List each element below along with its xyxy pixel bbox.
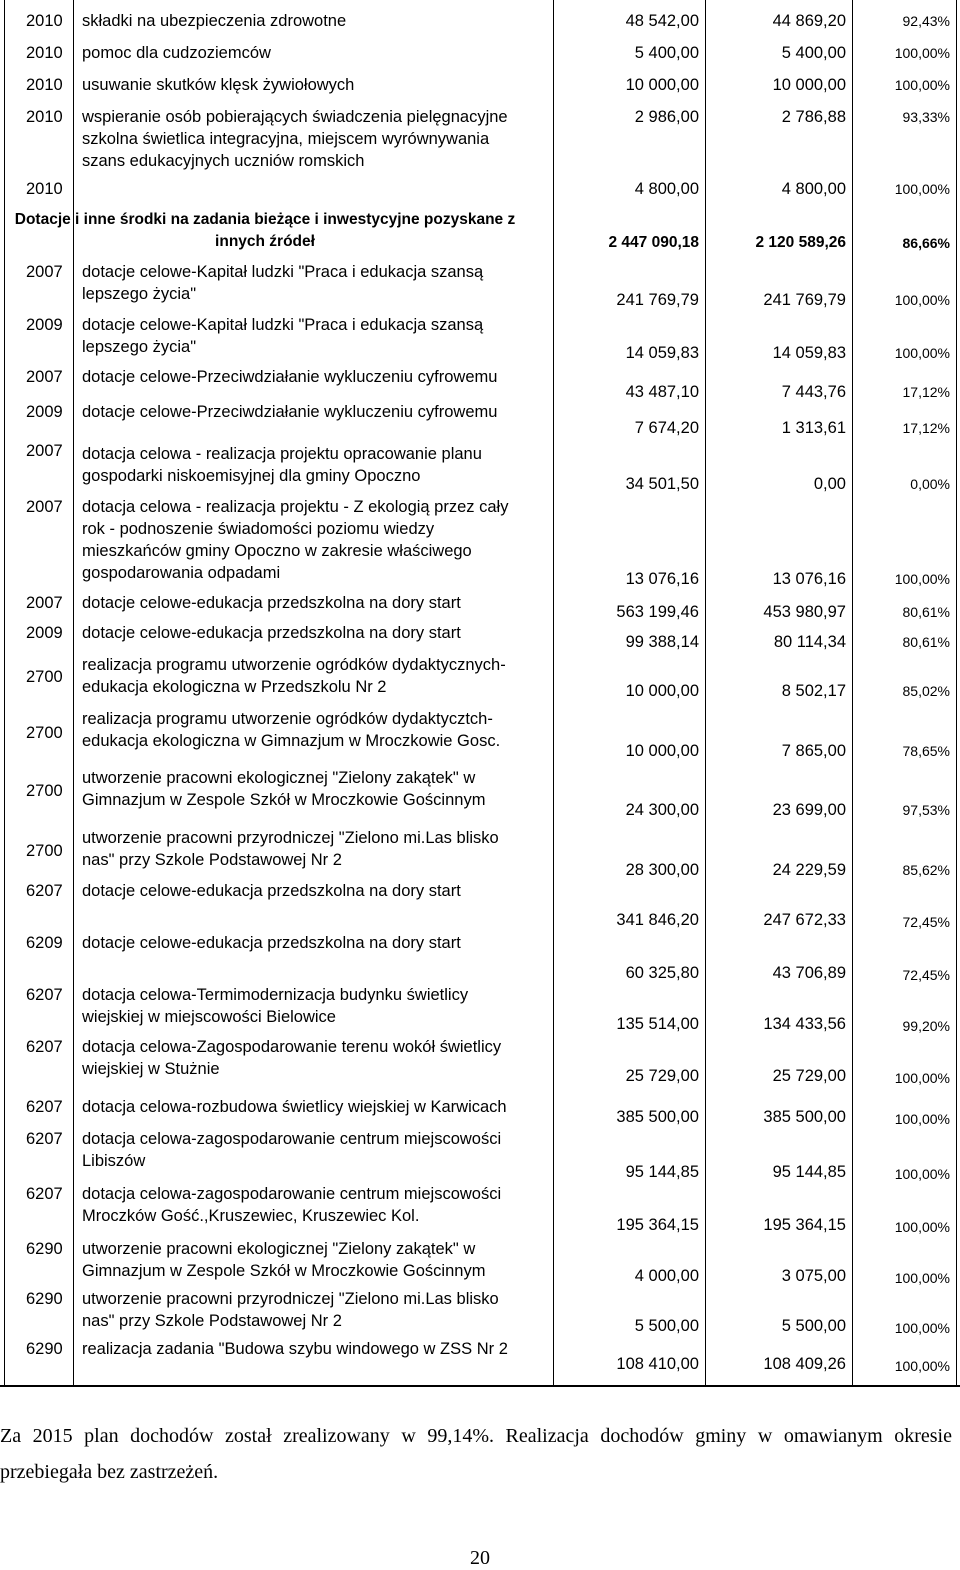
row-description: dotacja celowa - realizacja projektu opracowanie planu gospodarki niskoemisyjnej dla gminy Opoczno — [82, 445, 482, 485]
table-row — [0, 42, 960, 64]
table-row — [0, 128, 960, 198]
row-description: składki na ubezpieczenia zdrowotne — [82, 12, 347, 30]
table-row — [0, 106, 960, 128]
row-executed: 10 000,00 — [772, 76, 846, 94]
row-plan: 385 500,00 — [616, 1108, 699, 1126]
row-executed: 195 364,15 — [763, 1216, 846, 1234]
row-executed: 3 075,00 — [781, 1267, 846, 1285]
table-row — [0, 622, 960, 652]
row-code: 6207 — [26, 882, 63, 900]
row-percent: 99,20% — [902, 1018, 950, 1034]
table-row — [0, 440, 960, 492]
row-executed: 241 769,79 — [763, 291, 846, 309]
table-row — [0, 1096, 960, 1130]
row-code: 2009 — [26, 624, 63, 642]
section-header-executed: 2 120 589,26 — [755, 234, 846, 251]
table-row — [0, 592, 960, 622]
row-executed: 385 500,00 — [763, 1108, 846, 1126]
table-row — [0, 827, 960, 881]
row-percent: 85,62% — [902, 862, 950, 878]
row-executed: 1 313,61 — [781, 419, 846, 437]
row-plan: 10 000,00 — [625, 682, 699, 700]
row-code: 2009 — [26, 316, 63, 334]
table-row — [0, 1288, 960, 1338]
table-row — [0, 1238, 960, 1288]
row-description: utworzenie pracowni przyrodniczej "Zielono mi.Las blisko nas" przy Szkole Podstawowej Nr 2 — [82, 829, 499, 869]
row-code: 2010 — [26, 76, 63, 94]
row-plan: 14 059,83 — [625, 344, 699, 362]
row-percent: 93,33% — [902, 109, 950, 125]
row-percent: 100,00% — [894, 1270, 950, 1286]
row-percent: 100,00% — [894, 77, 950, 93]
row-executed: 108 409,26 — [763, 1355, 846, 1373]
row-percent: 100,00% — [894, 1219, 950, 1235]
table-row — [0, 1128, 960, 1180]
row-plan: 25 729,00 — [625, 1067, 699, 1085]
row-executed: 7 443,76 — [781, 383, 846, 401]
row-plan: 341 846,20 — [616, 911, 699, 929]
row-code: 6207 — [26, 1130, 63, 1148]
table-row — [0, 708, 960, 762]
row-code: 6290 — [26, 1290, 63, 1308]
section-header-percent: 86,66% — [902, 235, 950, 251]
row-code: 2007 — [26, 263, 63, 281]
table-bottom-border — [0, 1385, 960, 1387]
row-plan: 4 000,00 — [634, 1267, 699, 1285]
table-row — [0, 654, 960, 704]
row-description: dotacje celowe-edukacja przedszkolna na dory start — [82, 934, 461, 952]
section-header-plan: 2 447 090,18 — [608, 234, 699, 251]
page-number: 20 — [470, 1547, 490, 1569]
row-executed: 453 980,97 — [763, 603, 846, 621]
row-percent: 0,00% — [910, 476, 950, 492]
row-percent: 100,00% — [894, 1070, 950, 1086]
row-percent: 100,00% — [894, 1166, 950, 1182]
table-row — [0, 1338, 960, 1378]
table-row — [0, 880, 960, 930]
row-description: dotacja celowa-Termimodernizacja budynku świetlicy wiejskiej w miejscowości Bielowice — [82, 986, 469, 1026]
row-executed: 0,00 — [813, 475, 846, 493]
row-plan: 28 300,00 — [625, 861, 699, 879]
row-plan: 95 144,85 — [625, 1163, 699, 1181]
row-percent: 97,53% — [902, 802, 950, 818]
row-percent: 78,65% — [902, 743, 950, 759]
row-code: 2007 — [26, 442, 63, 460]
row-description: utworzenie pracowni przyrodniczej "Zielono mi.Las blisko nas" przy Szkole Podstawowej Nr 2 — [82, 1290, 499, 1330]
table-section-header — [0, 209, 960, 253]
row-percent: 17,12% — [902, 420, 950, 436]
row-description: szkolna świetlica integracyjna, miejscem wyrównywania szans edukacyjnych uczniów romskich — [82, 130, 490, 170]
row-percent: 72,45% — [902, 914, 950, 930]
row-description: dotacje celowe-Kapitał ludzki "Praca i edukacja szansą lepszego życia" — [82, 263, 484, 303]
row-percent: 100,00% — [894, 1111, 950, 1127]
row-code: 2010 — [26, 44, 63, 62]
row-code: 6207 — [26, 1185, 63, 1203]
row-executed: 4 800,00 — [781, 180, 846, 198]
row-executed: 2 786,88 — [781, 108, 846, 126]
table-row — [0, 932, 960, 982]
row-code: 6290 — [26, 1240, 63, 1258]
row-code: 2700 — [26, 724, 63, 742]
row-code: 2010 — [26, 180, 63, 198]
row-code: 2009 — [26, 403, 63, 421]
row-code: 2700 — [26, 782, 63, 800]
row-plan: 10 000,00 — [625, 742, 699, 760]
row-description: dotacje celowe-Przeciwdziałanie wykluczeniu cyfrowemu — [82, 368, 498, 386]
table-row — [0, 314, 960, 362]
row-plan: 48 542,00 — [625, 12, 699, 30]
row-code: 6290 — [26, 1340, 63, 1358]
row-executed: 43 706,89 — [772, 964, 846, 982]
row-description: dotacja celowa-Zagospodarowanie terenu wokół świetlicy wiejskiej w Stużnie — [82, 1038, 502, 1078]
row-executed: 80 114,34 — [773, 633, 846, 651]
row-percent: 100,00% — [894, 1358, 950, 1374]
row-executed: 44 869,20 — [772, 12, 846, 30]
row-code: 2007 — [26, 368, 63, 386]
row-plan: 4 800,00 — [634, 180, 699, 198]
row-percent: 100,00% — [894, 292, 950, 308]
row-percent: 100,00% — [894, 181, 950, 197]
row-percent: 72,45% — [902, 967, 950, 983]
row-plan: 13 076,16 — [625, 570, 699, 588]
row-plan: 43 487,10 — [625, 383, 699, 401]
row-plan: 24 300,00 — [625, 801, 699, 819]
row-executed: 13 076,16 — [772, 570, 846, 588]
row-plan: 108 410,00 — [616, 1355, 699, 1373]
row-description: dotacja celowa - realizacja projektu - Z ekologią przez cały rok - podnoszenie świadomości poziomu wiedzy mieszkańców gminy Opoczno w zakresie właściwego gospodarowania odpadami — [82, 498, 509, 582]
row-executed: 5 400,00 — [781, 44, 846, 62]
row-executed: 95 144,85 — [772, 1163, 846, 1181]
row-code: 6207 — [26, 1038, 63, 1056]
row-code: 6209 — [26, 934, 63, 952]
row-plan: 135 514,00 — [616, 1015, 699, 1033]
row-description: dotacja celowa-zagospodarowanie centrum miejscowości Libiszów — [82, 1130, 502, 1170]
row-description: realizacja programu utworzenie ogródków dydaktycztch-edukacja ekologiczna w Gimnazjum w Mroczkowie Gosc. — [82, 710, 501, 750]
table-row — [0, 261, 960, 309]
row-executed: 247 672,33 — [763, 911, 846, 929]
row-plan: 5 400,00 — [634, 44, 699, 62]
row-description: utworzenie pracowni ekologicznej "Zielony zakątek" w Gimnazjum w Zespole Szkół w Mroczkowie Gościnnym — [82, 1240, 486, 1280]
row-description: pomoc dla cudzoziemców — [82, 44, 271, 62]
row-code: 2007 — [26, 498, 63, 516]
row-executed: 134 433,56 — [763, 1015, 846, 1033]
table-row — [0, 767, 960, 821]
row-percent: 100,00% — [894, 345, 950, 361]
row-code: 2700 — [26, 842, 63, 860]
row-executed: 14 059,83 — [772, 344, 846, 362]
row-plan: 2 986,00 — [634, 108, 699, 126]
row-plan: 7 674,20 — [634, 419, 699, 437]
row-percent: 80,61% — [902, 604, 950, 620]
row-executed: 25 729,00 — [772, 1067, 846, 1085]
table-row — [0, 496, 960, 588]
row-executed: 24 229,59 — [772, 861, 846, 879]
summary-paragraph: Za 2015 plan dochodów został zrealizowany w 99,14%. Realizacja dochodów gminy w omawianym okresie przebiegała bez zastrzeżeń. — [0, 1425, 952, 1483]
row-description: dotacja celowa-rozbudowa świetlicy wiejskiej w Karwicach — [82, 1098, 507, 1116]
row-executed: 5 500,00 — [781, 1317, 846, 1335]
row-percent: 100,00% — [894, 45, 950, 61]
row-code: 6207 — [26, 1098, 63, 1116]
table-row — [0, 401, 960, 445]
table-row — [0, 984, 960, 1036]
row-plan: 99 388,14 — [625, 633, 699, 651]
row-percent: 17,12% — [902, 384, 950, 400]
row-percent: 80,61% — [902, 634, 950, 650]
row-plan: 10 000,00 — [625, 76, 699, 94]
row-description: realizacja zadania "Budowa szybu windowego w ZSS Nr 2 — [82, 1340, 508, 1358]
row-code: 2010 — [26, 108, 63, 126]
table-row — [0, 1183, 960, 1235]
row-executed: 8 502,17 — [781, 682, 846, 700]
row-executed: 7 865,00 — [781, 742, 846, 760]
row-percent: 85,02% — [902, 683, 950, 699]
row-description: dotacje celowe-Przeciwdziałanie wykluczeniu cyfrowemu — [82, 403, 498, 421]
row-description: dotacje celowe-Kapitał ludzki "Praca i edukacja szansą lepszego życia" — [82, 316, 484, 356]
row-plan: 241 769,79 — [616, 291, 699, 309]
row-code: 2007 — [26, 594, 63, 612]
row-percent: 100,00% — [894, 571, 950, 587]
row-plan: 60 325,80 — [625, 964, 699, 982]
row-percent: 100,00% — [894, 1320, 950, 1336]
row-code: 6207 — [26, 986, 63, 1004]
row-plan: 5 500,00 — [634, 1317, 699, 1335]
section-header-title: Dotacje i inne środki na zadania bieżące i inwestycyjne pozyskane z innych źródeł — [14, 211, 516, 250]
row-description: realizacja programu utworzenie ogródków dydaktycznych-edukacja ekologiczna w Przedszkolu Nr 2 — [82, 656, 506, 696]
row-percent: 92,43% — [902, 13, 950, 29]
row-executed: 23 699,00 — [772, 801, 846, 819]
row-description: dotacja celowa-zagospodarowanie centrum miejscowości Mroczków Gość.,Kruszewiec, Kruszewiec Kol. — [82, 1185, 502, 1225]
table-row — [0, 1036, 960, 1088]
row-description: dotacje celowe-edukacja przedszkolna na dory start — [82, 594, 461, 612]
row-description: utworzenie pracowni ekologicznej "Zielony zakątek" w Gimnazjum w Zespole Szkół w Mroczkowie Gościnnym — [82, 769, 486, 809]
row-description: dotacje celowe-edukacja przedszkolna na dory start — [82, 882, 461, 900]
row-code: 2700 — [26, 668, 63, 686]
row-plan: 34 501,50 — [625, 475, 699, 493]
row-plan: 195 364,15 — [616, 1216, 699, 1234]
row-description: wspieranie osób pobierających świadczenia pielęgnacyjne — [82, 108, 508, 126]
row-plan: 563 199,46 — [616, 603, 699, 621]
table-row — [0, 74, 960, 96]
row-description: usuwanie skutków klęsk żywiołowych — [82, 76, 355, 94]
row-code: 2010 — [26, 12, 63, 30]
row-description: dotacje celowe-edukacja przedszkolna na dory start — [82, 624, 461, 642]
table-row — [0, 10, 960, 32]
